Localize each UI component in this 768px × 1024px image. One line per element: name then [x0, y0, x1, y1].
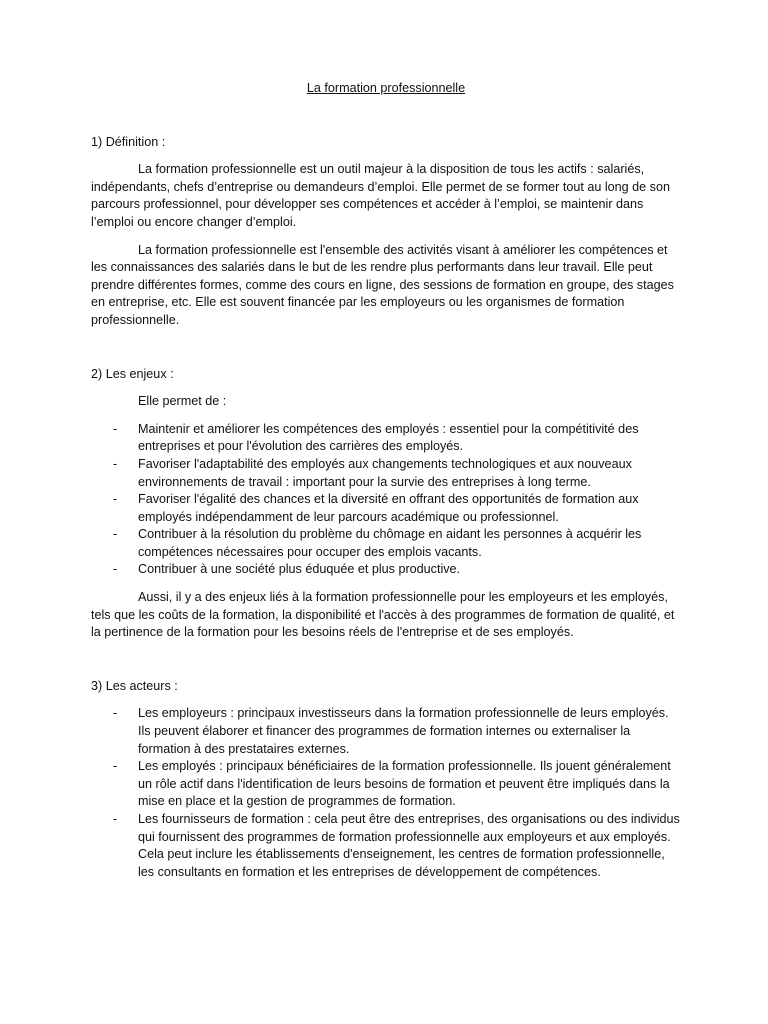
section-spacer [91, 652, 681, 678]
list-item-text: Contribuer à la résolution du problème du chômage en aidant les personnes à acquérir les compétences nécessaires pour occuper des emplois vacants. [138, 527, 642, 559]
dash-bullet: - [113, 421, 118, 436]
list-item [91, 421, 681, 456]
dash-bullet: - [113, 706, 118, 721]
section-heading-enjeux: 2) Les enjeux : [91, 366, 174, 381]
list-intro: Elle permet de : [138, 394, 227, 409]
dash-bullet: - [113, 492, 118, 507]
dash-bullet: - [113, 562, 118, 577]
list-item-text: Favoriser l'adaptabilité des employés aux changements technologiques et aux nouveaux environnements de travail : important pour la survie des entreprises à long terme. [138, 456, 632, 489]
list-item [91, 705, 681, 758]
paragraph: La formation professionnelle est un outil majeur à la disposition de tous les actifs : salariés, indépendants, chefs d’entreprise ou demandeurs d’emploi. Elle permet de se former tout au long de son parcours professionnel, pour développer ses compétences et accéder à l’emploi, se maintenir dans l’emploi ou encore changer d’emploi. [91, 162, 670, 229]
list-item [91, 561, 681, 579]
list-item-text: Les employés : principaux bénéficiaires de la formation professionnelle. Ils jouent généralement un rôle actif dans l'identification de leurs besoins de formation et peuvent être impliqués dans la mise en place et la gestion de programmes de formation. [138, 759, 671, 809]
list-item [91, 456, 681, 491]
document-title: La formation professionnelle [306, 81, 466, 95]
list-item-text: Maintenir et améliorer les compétences des employés : essentiel pour la compétitivité des entreprises et pour l'évolution des carrières des employés. [138, 421, 639, 454]
list-item-text: Favoriser l'égalité des chances et la diversité en offrant des opportunités de formation aux employés indépendamment de leur parcours académique ou professionnel. [138, 492, 639, 524]
dash-bullet: - [113, 527, 118, 542]
list-item-text: Contribuer à une société plus éduquée et plus productive. [138, 562, 461, 577]
list-item [91, 491, 681, 526]
dash-bullet: - [113, 759, 118, 774]
list-item [91, 758, 681, 811]
paragraph: Aussi, il y a des enjeux liés à la formation professionnelle pour les employeurs et les employés, tels que les coûts de la formation, la disponibilité et l'accès à des programmes de formation de qualité, et la pertinence de la formation pour les besoins réels de l'entreprise et de ses employés. [91, 590, 675, 640]
dash-bullet: - [113, 812, 118, 826]
document-page [91, 80, 681, 891]
list-item-text: Les fournisseurs de formation : cela peut être des entreprises, des organisations ou des individus qui fournissent des programmes de formation professionnelle aux employeurs et aux employés. Cela peut inclure les établissements d'enseignement, les centres de formation professionnelle, les consultants en formation et les entreprises de développement de compétences. [138, 812, 680, 879]
list-item-text: Les employeurs : principaux investisseurs dans la formation professionnelle de leurs employés. Ils peuvent élaborer et financer des programmes de formation internes ou externaliser la formation à des prestataires externes. [138, 706, 669, 756]
section-heading-acteurs: 3) Les acteurs : [91, 678, 178, 693]
paragraph: La formation professionnelle est l'ensemble des activités visant à améliorer les compétences et les connaissances des salariés dans le but de les rendre plus performants dans leur travail. Elle peut prendre différentes formes, comme des cours en ligne, des sessions de formation en groupe, des stages en entreprise, etc. Elle est souvent financée par les employeurs ou les organismes de formation professionnelle. [91, 242, 674, 327]
dash-bullet: - [113, 456, 118, 471]
list-item [91, 811, 681, 881]
enjeux-list [91, 421, 681, 579]
list-item [91, 526, 681, 561]
acteurs-list [91, 705, 681, 881]
section-heading-definition: 1) Définition : [91, 134, 166, 149]
section-spacer [91, 340, 681, 366]
